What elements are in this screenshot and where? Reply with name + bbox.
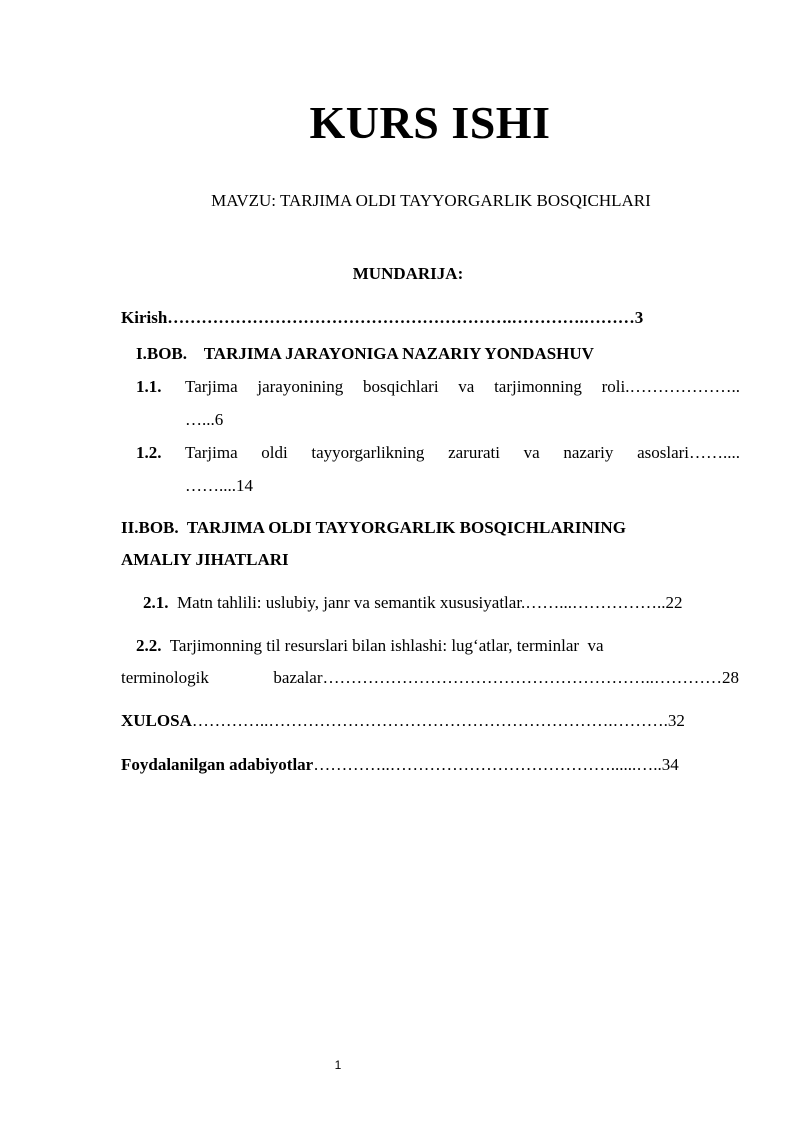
toc-section-number: 2.2. (136, 636, 162, 655)
toc-entry-kirish: Kirish…………………………………………………….………….………3 (121, 308, 644, 327)
toc-chapter-1: I.BOB. TARJIMA JARAYONIGA NAZARIY YONDASHUV (136, 344, 594, 363)
document-subtitle: MAVZU: TARJIMA OLDI TAYYORGARLIK BOSQICHLARI (211, 191, 651, 210)
toc-section-title: Matn tahlili: uslubiy, janr va semantik xususiyatlar.……...……………..22 (177, 593, 683, 612)
toc-section-title: Tarjima jarayonining bosqichlari va tarjimonning roli.……………….. (185, 377, 740, 396)
toc-chapter-2-continued: AMALIY JIHATLARI (121, 550, 289, 569)
toc-section-entry (136, 635, 604, 657)
toc-section-entry (143, 592, 740, 614)
toc-section-number: 2.1. (143, 593, 169, 612)
toc-section-title: Tarjima oldi tayyorgarlikning zarurati va nazariy asoslari…….... (185, 443, 740, 462)
document-title: KURS ISHI (309, 97, 551, 148)
toc-section-number: 1.1. (136, 377, 162, 396)
toc-section-title-continued: terminologik bazalar…………………………………………………..…………28 (121, 668, 739, 687)
toc-chapter-2: II.BOB. TARJIMA OLDI TAYYORGARLIK BOSQICHLARINING (121, 518, 626, 537)
toc-entry-references (121, 754, 740, 776)
toc-section-page: …...6 (185, 410, 224, 429)
toc-entry-label: XULOSA (121, 711, 192, 730)
toc-entry-leader: …………..…………………………………………………….……….32 (191, 711, 685, 730)
toc-section-number: 1.2. (136, 443, 162, 462)
toc-entry-label: Foydalanilgan adabiyotlar (121, 755, 314, 774)
toc-entry-xulosa (121, 710, 740, 732)
page-number: 1 (334, 1058, 342, 1072)
toc-heading: MUNDARIJA: (352, 264, 464, 283)
toc-section-page: ……....14 (185, 476, 253, 495)
toc-section-title: Tarjimonning til resurslari bilan ishlashi: lug‘atlar, terminlar va (169, 636, 604, 655)
toc-entry-leader: …………..…………………………………......…..34 (313, 755, 679, 774)
